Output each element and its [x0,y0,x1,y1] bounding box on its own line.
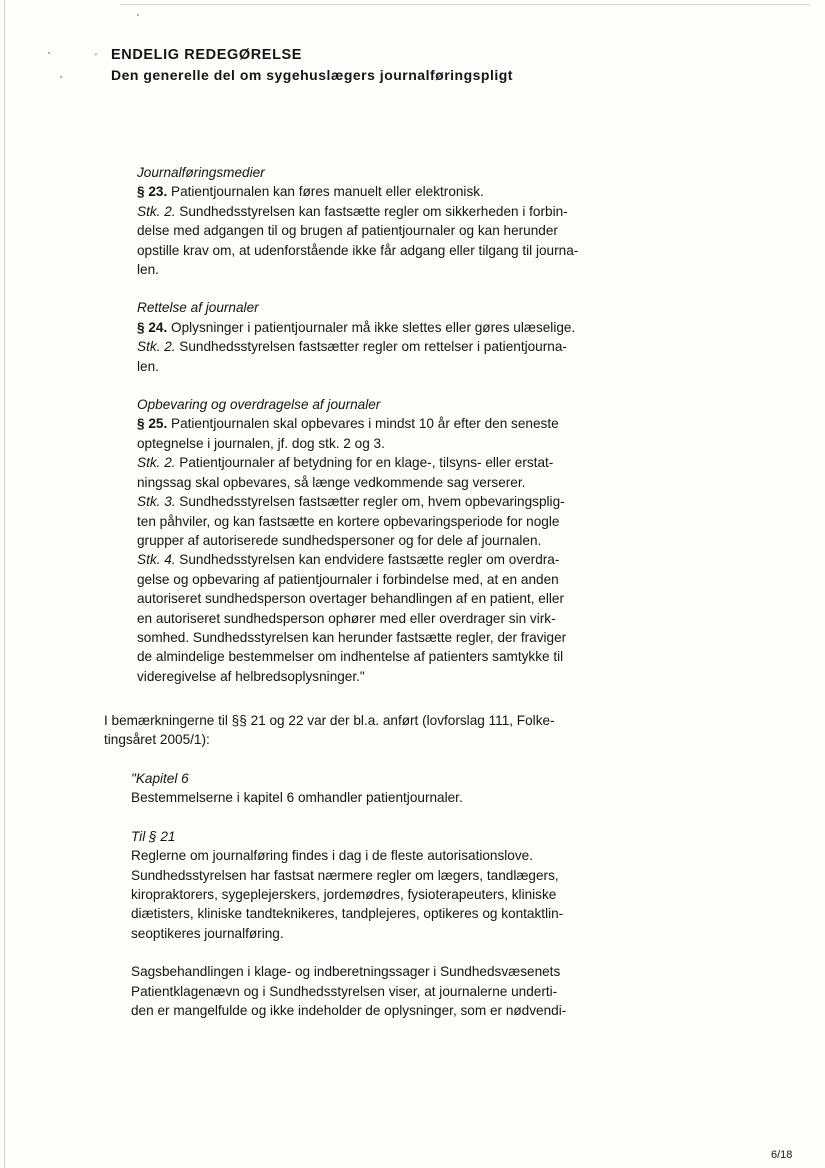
section-heading: Opbevaring og overdragelse af journaler [137,397,381,413]
paragraph-line: somhed. Sundhedsstyrelsen kan herunder fastsætte regler, der fraviger [137,629,567,645]
report-title: ENDELIG REDEGØRELSE [111,47,303,63]
stk-label: Stk. 4. [137,552,176,568]
stk-label: Stk. 2. [137,455,176,471]
paragraph-line: opstille krav om, at udenforstående ikke får adgang eller tilgang til journa- [137,242,579,258]
paragraph-number: § 25. [137,416,168,432]
paragraph-line: videregivelse af helbredsoplysninger." [137,668,365,684]
paragraph-line: delse med adgangen til og brugen af patientjournaler og kan herunder [137,223,558,239]
paragraph-text: Oplysninger i patientjournaler må ikke slettes eller gøres ulæselige. [167,319,576,335]
paragraph-text: Sundhedsstyrelsen kan fastsætte regler om sikkerheden i forbin- [175,203,568,219]
stk-label: Stk. 2. [137,203,176,219]
paragraph-line: I bemærkningerne til §§ 21 og 22 var der bl.a. anført (lovforslag 111, Folke- [104,713,555,728]
paragraph-line: Sundhedsstyrelsen har fastsat nærmere regler om lægers, tandlægers, [131,867,559,883]
body-paragraph [104,711,624,750]
paragraph-text: Patientjournalen kan føres manuelt eller elektronisk. [167,184,484,200]
page-header [111,45,513,85]
paragraph-line: Reglerne om journalføring findes i dag i de fleste autorisationslove. [131,848,533,864]
paragraph [137,182,607,201]
paragraph-line: en autoriseret sundhedsperson ophører med eller overdrager sin virk- [137,610,556,626]
paragraph [137,492,607,511]
paragraph-line: ningssag skal opbevares, så længe vedkommende sag verserer. [137,474,526,490]
paragraph-text: Patientjournaler af betydning for en klage-, tilsyns- eller erstat- [175,455,554,471]
paragraph-line: gelse og opbevaring af patientjournaler i forbindelse med, at en anden [137,571,559,587]
quoted-remarks [131,769,611,1020]
section-heading: Til § 21 [131,828,176,844]
paragraph [137,318,607,337]
paragraph-line: kiropraktorers, sygeplejerskers, jordemødres, fysioterapeuters, kliniske [131,887,557,903]
paragraph-line: len. [137,262,159,278]
section-heading: Rettelse af journaler [137,300,259,316]
page-number: 6/18 [771,1149,793,1161]
scan-speck [48,52,50,54]
scan-edge-left [4,0,5,1168]
paragraph-line: grupper af autoriserede sundhedspersoner og for dele af journalen. [137,532,542,548]
paragraph [137,550,607,569]
stk-label: Stk. 2. [137,339,176,355]
chapter-heading: "Kapitel 6 [131,771,189,786]
paragraph-line: diætisters, kliniske tandteknikeres, tandplejeres, optikeres og kontaktlin- [131,906,564,922]
paragraph-line: ten påhviler, og kan fastsætte en kortere opbevaringsperiode for nogle [137,513,560,529]
paragraph-text: Sundhedsstyrelsen kan endvidere fastsætte regler om overdra- [175,552,560,568]
paragraph-line: autoriseret sundhedsperson overtager behandlingen af en patient, eller [137,591,564,607]
paragraph-line: optegnelse i journalen, jf. dog stk. 2 og 3. [137,435,385,451]
paragraph-text: Patientjournalen skal opbevares i mindst 10 år efter den seneste [167,416,559,432]
paragraph [137,414,607,433]
paragraph [137,202,607,221]
scan-edge-top [120,4,810,5]
paragraph [137,453,607,472]
scan-speck [60,76,62,78]
report-subtitle: Den generelle del om sygehuslægers journalføringspligt [111,67,513,83]
paragraph-line: tingsåret 2005/1): [104,732,210,748]
header-bullet-mark: ◦ [94,49,98,59]
paragraph [137,337,607,356]
paragraph-number: § 23. [137,184,168,200]
paragraph-line: len. [137,358,159,374]
paragraph-line: seoptikeres journalføring. [131,925,284,941]
paragraph-line: de almindelige bestemmelser om indhentelse af patienters samtykke til [137,649,564,665]
paragraph-text: Sundhedsstyrelsen fastsætter regler om, hvem opbevaringsplig- [175,494,565,510]
paragraph-line: Patientklagenævn og i Sundhedsstyrelsen viser, at journalerne underti- [131,983,558,999]
section-heading: Journalføringsmedier [137,165,265,180]
paragraph-line: Sagsbehandlingen i klage- og indberetningssager i Sundhedsvæsenets [131,964,561,980]
stk-label: Stk. 3. [137,494,176,510]
paragraph-text: Sundhedsstyrelsen fastsætter regler om rettelser i patientjourna- [175,339,567,355]
scan-speck [137,14,139,16]
paragraph-number: § 24. [137,319,168,335]
paragraph-line: Bestemmelserne i kapitel 6 omhandler patientjournaler. [131,790,463,806]
paragraph-line: den er mangelfulde og ikke indeholder de oplysninger, som er nødvendi- [131,1003,567,1019]
quoted-law-text [137,163,607,686]
